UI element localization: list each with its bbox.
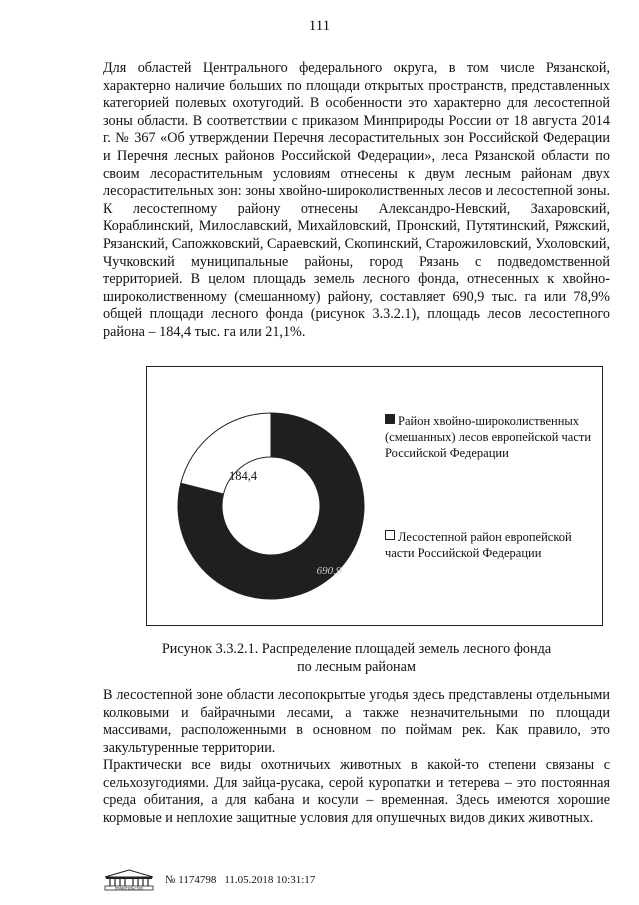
legend-swatch-light xyxy=(385,530,395,540)
donut-slice-forest-steppe xyxy=(181,413,271,494)
legend-item-mixed-forest xyxy=(385,413,600,461)
chart-frame xyxy=(146,366,603,626)
data-label-0: 690,9 xyxy=(316,565,342,577)
legend-swatch-dark xyxy=(385,414,395,424)
figure-caption xyxy=(103,641,610,676)
document-datetime: 11.05.2018 10:31:17 xyxy=(224,874,316,886)
data-label-1: 184,4 xyxy=(228,469,258,483)
legend-label-mixed-forest: Район хвойно-широколиственных (смешанных) лесов европейской части Российской Федерации xyxy=(385,414,592,460)
donut-chart xyxy=(147,367,407,625)
government-building-icon xyxy=(103,869,155,891)
paragraph-hunting-animals: Практически все виды охотничьих животных в какой-то степени связаны с сельхозугодиями. Для зайца-русака, серой куропатки и тетерева – это постоянная среда обитания, а для кабана и косули – временная. Здесь имеются хорошие кормовые и неплохие защитные условия для опушечных видов диких животных. xyxy=(103,757,610,826)
document-footer xyxy=(103,868,315,892)
logo-text: ПРАВИТЕЛЬСТВО xyxy=(114,886,144,891)
paragraph-forest-districts: Для областей Центрального федерального округа, в том числе Рязанской, характерно наличие больших по площади открытых пространств, представленных категорией полевых охотугодий. В особенности это характерно для лесостепной зоны области. В соответствии с приказом Минприроды России от 18 августа 2014 г. № 367 «Об утверждении Перечня лесорастительных зон Российской Федерации и Перечня лесных районов Российской Федерации», леса Рязанской области по своим лесорастительным условиям отнесены к двум лесным районам двух лесорастительных зон: зоны хвойно-широколиственных лесов и лесостепной зоны. К лесостепному району отнесены Александро-Невский, Захаровский, Кораблинский, Милославский, Михайловский, Пронский, Путятинский, Ряжский, Рязанский, Сапожковский, Сараевский, Скопинский, Старожиловский, Ухоловский, Чучковский муниципальные районы, город Рязань с подведомственной территорией. В целом площадь земель лесного фонда, отнесенных к хвойно-широколиственному (смешанному) району, составляет 690,9 тыс. га или 78,9% общей площади лесного фонда (рисунок 3.3.2.1), площадь лесов лесостепного района – 184,4 тыс. га или 21,1%. xyxy=(103,60,610,340)
paragraph-forest-steppe: В лесостепной зоне области лесопокрытые угодья здесь представлены отдельными колковыми и байрачными лесами, а также незначительными по площади массивами, расположенными в основном по поймам рек. Как правило, это закультуренные территории. xyxy=(103,687,610,756)
legend-label-forest-steppe: Лесостепной район европейской части Российской Федерации xyxy=(385,530,572,560)
page-number: 111 xyxy=(308,18,331,34)
legend-item-forest-steppe xyxy=(385,529,600,561)
caption-line-1: Рисунок 3.3.2.1. Распределение площадей земель лесного фонда xyxy=(161,641,552,657)
caption-line-2: по лесным районам xyxy=(297,658,416,675)
document-number: № 1174798 xyxy=(165,874,217,886)
